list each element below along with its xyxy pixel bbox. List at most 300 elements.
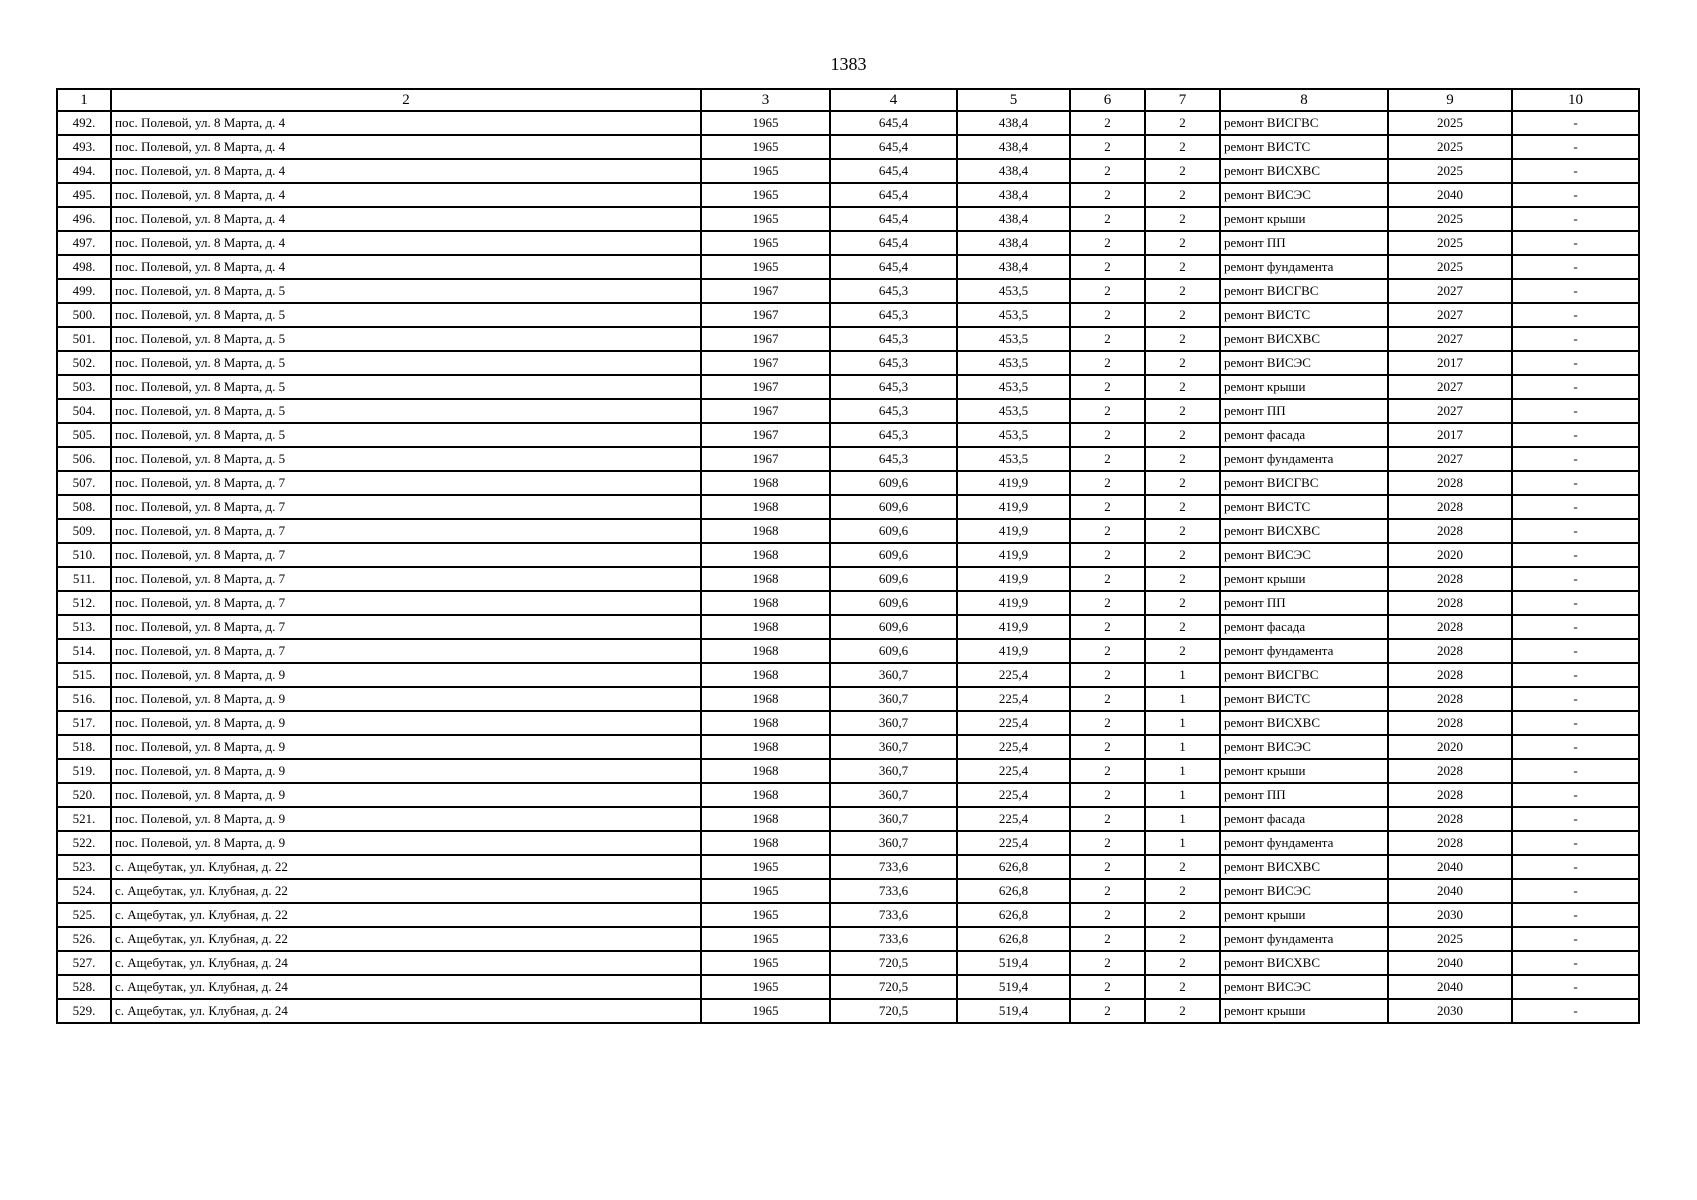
note-cell: - [1512,255,1639,279]
row-number-cell: 493. [57,135,111,159]
year-cell: 1968 [701,495,830,519]
total-area-cell: 609,6 [830,471,957,495]
planned-year-cell: 2028 [1388,783,1512,807]
total-area-cell: 645,3 [830,351,957,375]
address-cell: с. Ащебутак, ул. Клубная, д. 22 [111,903,701,927]
note-cell: - [1512,423,1639,447]
year-cell: 1965 [701,855,830,879]
total-area-cell: 720,5 [830,999,957,1023]
note-cell: - [1512,543,1639,567]
total-area-cell: 645,3 [830,399,957,423]
living-area-cell: 453,5 [957,399,1070,423]
living-area-cell: 419,9 [957,543,1070,567]
entrances-cell: 2 [1145,495,1220,519]
planned-year-cell: 2027 [1388,327,1512,351]
floors-cell: 2 [1070,831,1145,855]
floors-cell: 2 [1070,399,1145,423]
year-cell: 1967 [701,279,830,303]
row-number-cell: 514. [57,639,111,663]
living-area-cell: 419,9 [957,567,1070,591]
total-area-cell: 609,6 [830,615,957,639]
address-cell: пос. Полевой, ул. 8 Марта, д. 7 [111,567,701,591]
floors-cell: 2 [1070,975,1145,999]
year-cell: 1965 [701,903,830,927]
living-area-cell: 453,5 [957,423,1070,447]
living-area-cell: 519,4 [957,975,1070,999]
floors-cell: 2 [1070,279,1145,303]
floors-cell: 2 [1070,879,1145,903]
row-number-cell: 509. [57,519,111,543]
entrances-cell: 2 [1145,327,1220,351]
floors-cell: 2 [1070,567,1145,591]
note-cell: - [1512,639,1639,663]
floors-cell: 2 [1070,687,1145,711]
address-cell: пос. Полевой, ул. 8 Марта, д. 5 [111,303,701,327]
entrances-cell: 2 [1145,447,1220,471]
note-cell: - [1512,303,1639,327]
work-type-cell: ремонт ВИСХВС [1220,855,1388,879]
year-cell: 1968 [701,807,830,831]
entrances-cell: 1 [1145,759,1220,783]
total-area-cell: 645,3 [830,279,957,303]
year-cell: 1965 [701,111,830,135]
table-row [57,447,1639,471]
planned-year-cell: 2017 [1388,351,1512,375]
table-row [57,855,1639,879]
note-cell: - [1512,807,1639,831]
year-cell: 1968 [701,687,830,711]
row-number-cell: 496. [57,207,111,231]
floors-cell: 2 [1070,999,1145,1023]
year-cell: 1965 [701,951,830,975]
table-row [57,735,1639,759]
living-area-cell: 225,4 [957,735,1070,759]
note-cell: - [1512,159,1639,183]
floors-cell: 2 [1070,927,1145,951]
planned-year-cell: 2028 [1388,639,1512,663]
total-area-cell: 360,7 [830,807,957,831]
work-type-cell: ремонт ВИСТС [1220,135,1388,159]
column-header: 4 [830,89,957,111]
living-area-cell: 419,9 [957,591,1070,615]
total-area-cell: 645,4 [830,183,957,207]
planned-year-cell: 2025 [1388,207,1512,231]
work-type-cell: ремонт ВИСЭС [1220,351,1388,375]
table-row [57,399,1639,423]
address-cell: пос. Полевой, ул. 8 Марта, д. 4 [111,111,701,135]
total-area-cell: 645,4 [830,255,957,279]
year-cell: 1967 [701,447,830,471]
floors-cell: 2 [1070,807,1145,831]
table-row [57,807,1639,831]
planned-year-cell: 2040 [1388,879,1512,903]
entrances-cell: 2 [1145,279,1220,303]
column-header: 3 [701,89,830,111]
entrances-cell: 2 [1145,231,1220,255]
entrances-cell: 2 [1145,255,1220,279]
note-cell: - [1512,519,1639,543]
address-cell: с. Ащебутак, ул. Клубная, д. 22 [111,879,701,903]
row-number-cell: 507. [57,471,111,495]
table-row [57,135,1639,159]
note-cell: - [1512,687,1639,711]
planned-year-cell: 2030 [1388,999,1512,1023]
floors-cell: 2 [1070,111,1145,135]
row-number-cell: 492. [57,111,111,135]
floors-cell: 2 [1070,591,1145,615]
year-cell: 1967 [701,423,830,447]
column-header: 5 [957,89,1070,111]
note-cell: - [1512,207,1639,231]
entrances-cell: 2 [1145,567,1220,591]
floors-cell: 2 [1070,183,1145,207]
total-area-cell: 645,4 [830,231,957,255]
entrances-cell: 2 [1145,855,1220,879]
address-cell: пос. Полевой, ул. 8 Марта, д. 7 [111,471,701,495]
note-cell: - [1512,375,1639,399]
row-number-cell: 525. [57,903,111,927]
address-cell: пос. Полевой, ул. 8 Марта, д. 5 [111,327,701,351]
table-row [57,255,1639,279]
entrances-cell: 2 [1145,639,1220,663]
planned-year-cell: 2028 [1388,615,1512,639]
planned-year-cell: 2027 [1388,375,1512,399]
floors-cell: 2 [1070,855,1145,879]
planned-year-cell: 2028 [1388,663,1512,687]
year-cell: 1968 [701,567,830,591]
work-type-cell: ремонт крыши [1220,903,1388,927]
total-area-cell: 645,4 [830,207,957,231]
row-number-cell: 528. [57,975,111,999]
year-cell: 1965 [701,159,830,183]
work-type-cell: ремонт ВИСЭС [1220,879,1388,903]
year-cell: 1968 [701,759,830,783]
work-type-cell: ремонт ВИСТС [1220,687,1388,711]
entrances-cell: 2 [1145,879,1220,903]
address-cell: пос. Полевой, ул. 8 Марта, д. 4 [111,159,701,183]
year-cell: 1965 [701,927,830,951]
living-area-cell: 225,4 [957,783,1070,807]
column-header: 7 [1145,89,1220,111]
total-area-cell: 720,5 [830,951,957,975]
floors-cell: 2 [1070,615,1145,639]
address-cell: пос. Полевой, ул. 8 Марта, д. 9 [111,663,701,687]
table-row [57,879,1639,903]
floors-cell: 2 [1070,447,1145,471]
planned-year-cell: 2028 [1388,471,1512,495]
table-row [57,591,1639,615]
entrances-cell: 2 [1145,423,1220,447]
row-number-cell: 495. [57,183,111,207]
living-area-cell: 438,4 [957,135,1070,159]
row-number-cell: 511. [57,567,111,591]
work-type-cell: ремонт фундамента [1220,255,1388,279]
planned-year-cell: 2025 [1388,111,1512,135]
note-cell: - [1512,903,1639,927]
year-cell: 1968 [701,783,830,807]
living-area-cell: 438,4 [957,255,1070,279]
total-area-cell: 360,7 [830,687,957,711]
total-area-cell: 733,6 [830,927,957,951]
floors-cell: 2 [1070,231,1145,255]
entrances-cell: 2 [1145,183,1220,207]
living-area-cell: 438,4 [957,231,1070,255]
total-area-cell: 720,5 [830,975,957,999]
planned-year-cell: 2028 [1388,831,1512,855]
address-cell: пос. Полевой, ул. 8 Марта, д. 7 [111,519,701,543]
column-header: 6 [1070,89,1145,111]
table-row [57,471,1639,495]
work-type-cell: ремонт ВИСХВС [1220,951,1388,975]
year-cell: 1965 [701,255,830,279]
table-row [57,975,1639,999]
entrances-cell: 2 [1145,999,1220,1023]
row-number-cell: 505. [57,423,111,447]
total-area-cell: 360,7 [830,783,957,807]
column-header: 10 [1512,89,1639,111]
address-cell: пос. Полевой, ул. 8 Марта, д. 9 [111,759,701,783]
year-cell: 1965 [701,999,830,1023]
floors-cell: 2 [1070,639,1145,663]
table-row [57,495,1639,519]
entrances-cell: 2 [1145,903,1220,927]
entrances-cell: 2 [1145,543,1220,567]
planned-year-cell: 2027 [1388,279,1512,303]
total-area-cell: 609,6 [830,639,957,663]
address-cell: пос. Полевой, ул. 8 Марта, д. 5 [111,423,701,447]
work-type-cell: ремонт фасада [1220,423,1388,447]
living-area-cell: 453,5 [957,447,1070,471]
floors-cell: 2 [1070,375,1145,399]
planned-year-cell: 2027 [1388,447,1512,471]
living-area-cell: 438,4 [957,207,1070,231]
planned-year-cell: 2030 [1388,903,1512,927]
table-row [57,519,1639,543]
year-cell: 1967 [701,327,830,351]
entrances-cell: 2 [1145,399,1220,423]
address-cell: с. Ащебутак, ул. Клубная, д. 24 [111,999,701,1023]
row-number-cell: 524. [57,879,111,903]
year-cell: 1968 [701,615,830,639]
table-row [57,303,1639,327]
work-type-cell: ремонт крыши [1220,375,1388,399]
entrances-cell: 2 [1145,159,1220,183]
total-area-cell: 645,4 [830,159,957,183]
planned-year-cell: 2028 [1388,759,1512,783]
work-type-cell: ремонт фасада [1220,807,1388,831]
table-row [57,759,1639,783]
address-cell: с. Ащебутак, ул. Клубная, д. 24 [111,951,701,975]
planned-year-cell: 2025 [1388,255,1512,279]
year-cell: 1965 [701,135,830,159]
work-type-cell: ремонт фундамента [1220,639,1388,663]
entrances-cell: 2 [1145,519,1220,543]
table-row [57,183,1639,207]
work-type-cell: ремонт ПП [1220,783,1388,807]
entrances-cell: 2 [1145,591,1220,615]
living-area-cell: 225,4 [957,687,1070,711]
floors-cell: 2 [1070,255,1145,279]
work-type-cell: ремонт ВИСЭС [1220,735,1388,759]
work-type-cell: ремонт ВИСГВС [1220,111,1388,135]
table-row [57,999,1639,1023]
total-area-cell: 609,6 [830,495,957,519]
planned-year-cell: 2028 [1388,807,1512,831]
year-cell: 1968 [701,471,830,495]
living-area-cell: 225,4 [957,663,1070,687]
work-type-cell: ремонт крыши [1220,999,1388,1023]
floors-cell: 2 [1070,471,1145,495]
note-cell: - [1512,975,1639,999]
note-cell: - [1512,735,1639,759]
work-type-cell: ремонт ВИСХВС [1220,519,1388,543]
living-area-cell: 419,9 [957,519,1070,543]
row-number-cell: 499. [57,279,111,303]
row-number-cell: 506. [57,447,111,471]
living-area-cell: 438,4 [957,183,1070,207]
work-type-cell: ремонт ПП [1220,591,1388,615]
planned-year-cell: 2028 [1388,567,1512,591]
address-cell: пос. Полевой, ул. 8 Марта, д. 9 [111,807,701,831]
work-type-cell: ремонт фасада [1220,615,1388,639]
living-area-cell: 419,9 [957,495,1070,519]
total-area-cell: 645,3 [830,303,957,327]
total-area-cell: 645,4 [830,135,957,159]
table-row [57,423,1639,447]
floors-cell: 2 [1070,543,1145,567]
table-row [57,831,1639,855]
row-number-cell: 497. [57,231,111,255]
address-cell: пос. Полевой, ул. 8 Марта, д. 4 [111,255,701,279]
planned-year-cell: 2017 [1388,423,1512,447]
entrances-cell: 2 [1145,351,1220,375]
row-number-cell: 508. [57,495,111,519]
work-type-cell: ремонт ВИСТС [1220,495,1388,519]
total-area-cell: 645,3 [830,423,957,447]
living-area-cell: 419,9 [957,615,1070,639]
year-cell: 1968 [701,543,830,567]
column-header: 1 [57,89,111,111]
address-cell: пос. Полевой, ул. 8 Марта, д. 7 [111,591,701,615]
note-cell: - [1512,615,1639,639]
work-type-cell: ремонт ВИСЭС [1220,183,1388,207]
planned-year-cell: 2025 [1388,135,1512,159]
row-number-cell: 516. [57,687,111,711]
entrances-cell: 1 [1145,783,1220,807]
table-row [57,567,1639,591]
entrances-cell: 2 [1145,135,1220,159]
table-row [57,351,1639,375]
note-cell: - [1512,831,1639,855]
row-number-cell: 501. [57,327,111,351]
row-number-cell: 517. [57,711,111,735]
floors-cell: 2 [1070,519,1145,543]
row-number-cell: 519. [57,759,111,783]
note-cell: - [1512,447,1639,471]
planned-year-cell: 2020 [1388,735,1512,759]
entrances-cell: 1 [1145,711,1220,735]
table-row [57,639,1639,663]
row-number-cell: 522. [57,831,111,855]
entrances-cell: 1 [1145,663,1220,687]
planned-year-cell: 2020 [1388,543,1512,567]
planned-year-cell: 2025 [1388,927,1512,951]
entrances-cell: 2 [1145,111,1220,135]
row-number-cell: 503. [57,375,111,399]
total-area-cell: 360,7 [830,663,957,687]
living-area-cell: 519,4 [957,999,1070,1023]
note-cell: - [1512,351,1639,375]
planned-year-cell: 2028 [1388,687,1512,711]
work-type-cell: ремонт фундамента [1220,447,1388,471]
address-cell: с. Ащебутак, ул. Клубная, д. 24 [111,975,701,999]
year-cell: 1965 [701,879,830,903]
entrances-cell: 2 [1145,951,1220,975]
year-cell: 1968 [701,831,830,855]
table-row [57,231,1639,255]
floors-cell: 2 [1070,135,1145,159]
column-header: 8 [1220,89,1388,111]
work-type-cell: ремонт ВИСХВС [1220,327,1388,351]
living-area-cell: 626,8 [957,855,1070,879]
total-area-cell: 609,6 [830,591,957,615]
floors-cell: 2 [1070,759,1145,783]
table-row [57,279,1639,303]
note-cell: - [1512,879,1639,903]
planned-year-cell: 2028 [1388,519,1512,543]
work-type-cell: ремонт ВИСТС [1220,303,1388,327]
repair-schedule-table [56,88,1640,1024]
row-number-cell: 512. [57,591,111,615]
work-type-cell: ремонт крыши [1220,759,1388,783]
note-cell: - [1512,327,1639,351]
note-cell: - [1512,399,1639,423]
floors-cell: 2 [1070,903,1145,927]
page-number: 1383 [830,54,867,74]
row-number-cell: 500. [57,303,111,327]
entrances-cell: 2 [1145,471,1220,495]
work-type-cell: ремонт ПП [1220,231,1388,255]
year-cell: 1968 [701,711,830,735]
address-cell: пос. Полевой, ул. 8 Марта, д. 4 [111,207,701,231]
living-area-cell: 438,4 [957,111,1070,135]
table-row [57,543,1639,567]
living-area-cell: 225,4 [957,711,1070,735]
floors-cell: 2 [1070,159,1145,183]
row-number-cell: 510. [57,543,111,567]
row-number-cell: 502. [57,351,111,375]
table-row [57,783,1639,807]
floors-cell: 2 [1070,783,1145,807]
year-cell: 1965 [701,975,830,999]
total-area-cell: 609,6 [830,567,957,591]
entrances-cell: 1 [1145,831,1220,855]
year-cell: 1968 [701,591,830,615]
note-cell: - [1512,279,1639,303]
table-row [57,927,1639,951]
year-cell: 1967 [701,351,830,375]
total-area-cell: 733,6 [830,855,957,879]
living-area-cell: 453,5 [957,303,1070,327]
column-header: 2 [111,89,701,111]
year-cell: 1965 [701,231,830,255]
living-area-cell: 225,4 [957,759,1070,783]
address-cell: пос. Полевой, ул. 8 Марта, д. 5 [111,447,701,471]
row-number-cell: 521. [57,807,111,831]
address-cell: пос. Полевой, ул. 8 Марта, д. 9 [111,711,701,735]
work-type-cell: ремонт ВИСГВС [1220,279,1388,303]
living-area-cell: 225,4 [957,831,1070,855]
